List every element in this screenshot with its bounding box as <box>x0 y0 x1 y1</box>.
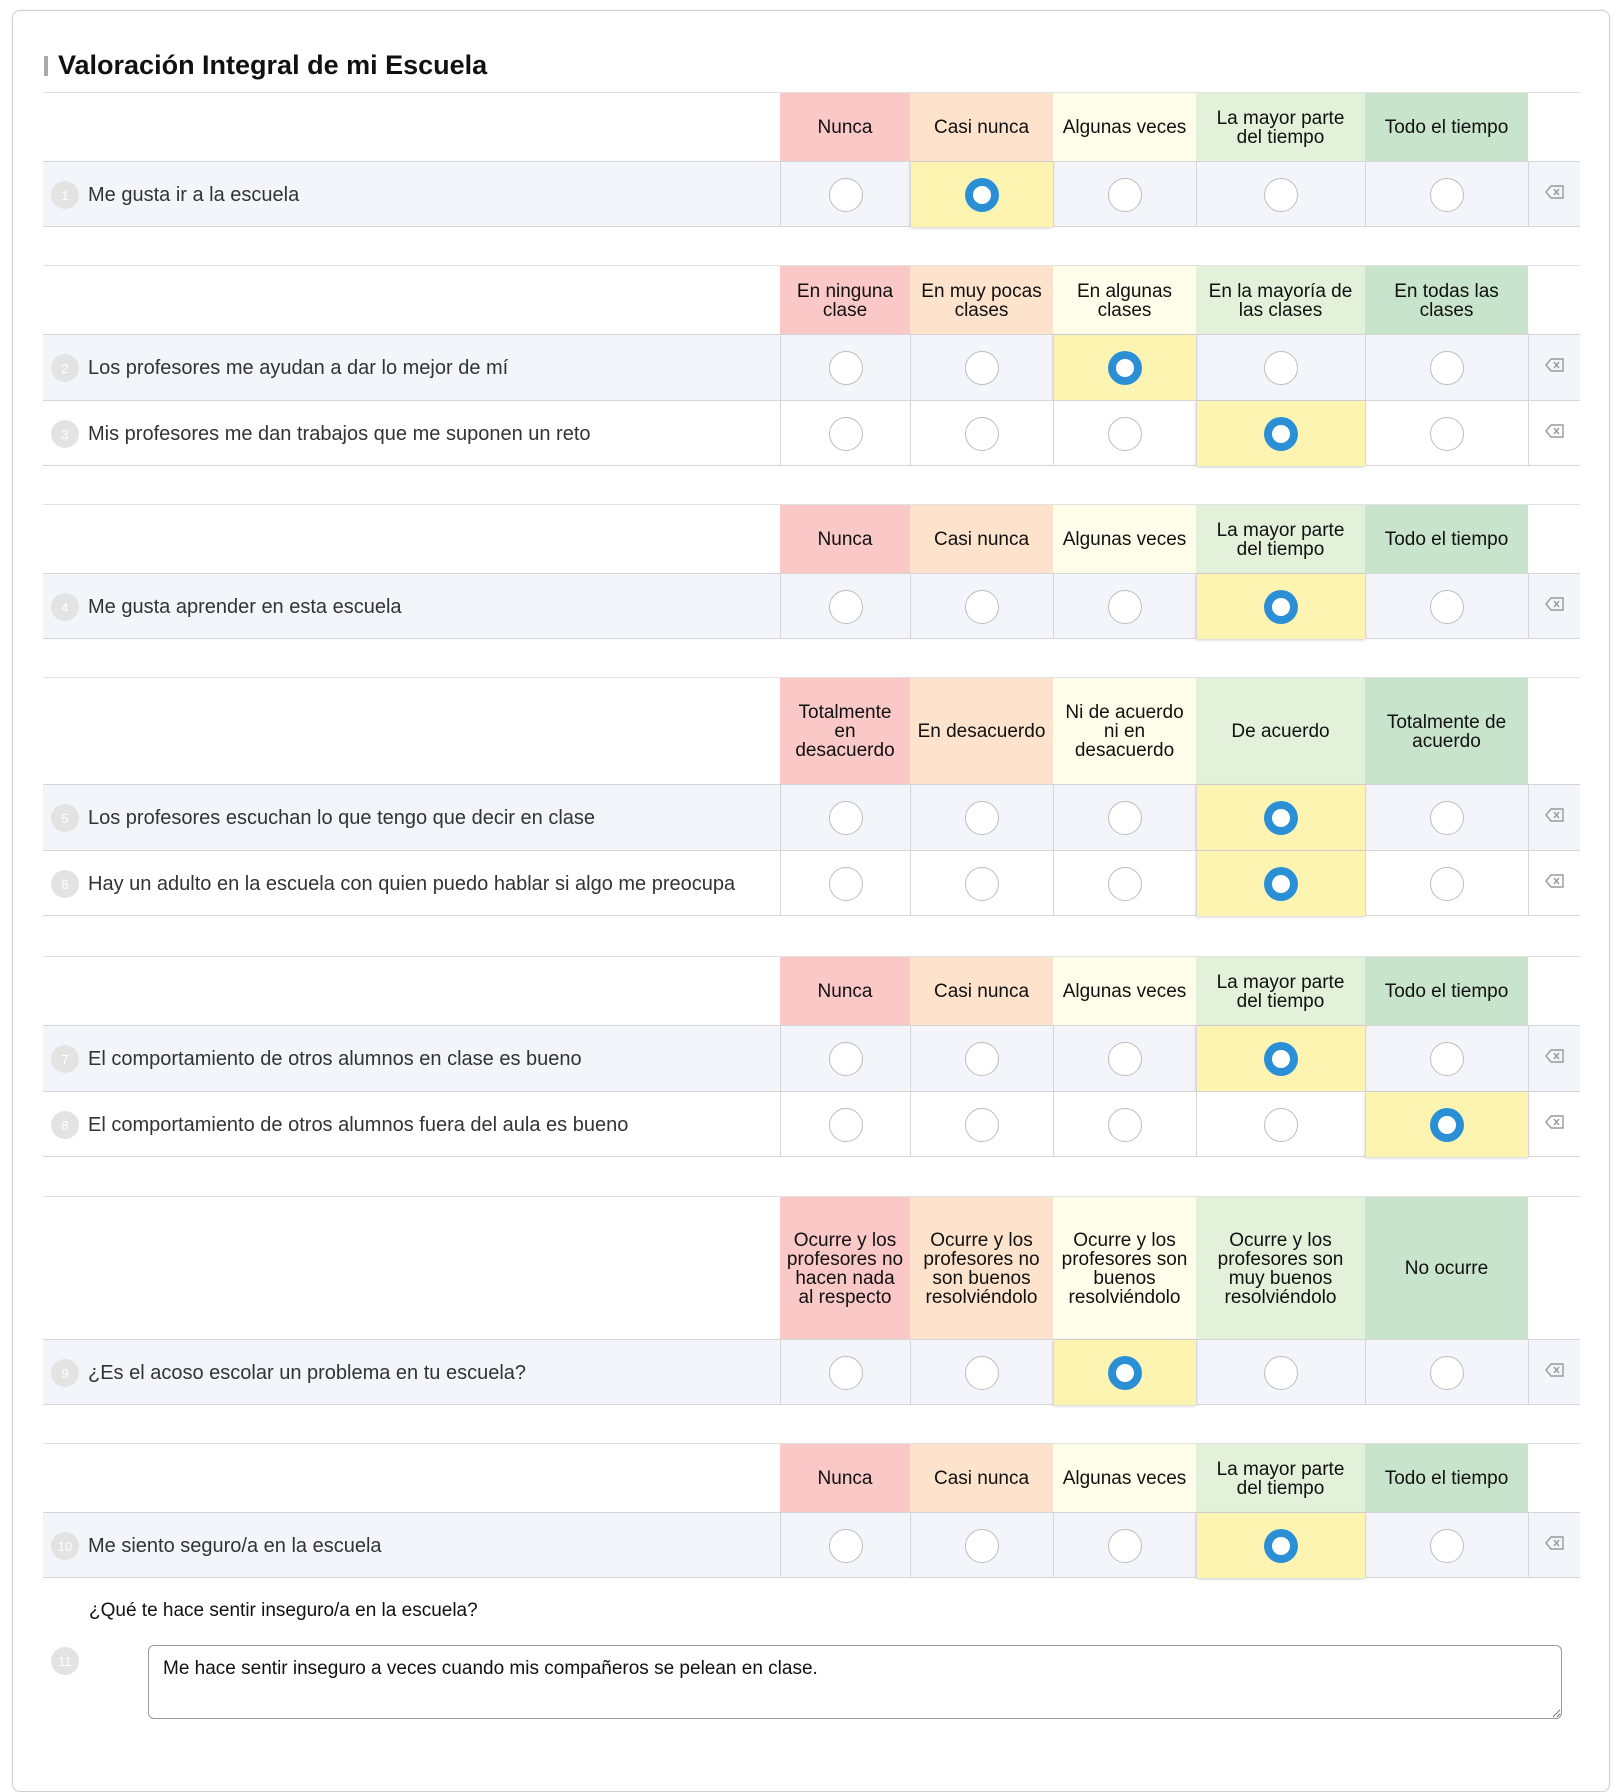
radio-option[interactable] <box>1430 590 1464 624</box>
answer-cell[interactable] <box>780 1513 910 1578</box>
radio-option[interactable] <box>829 178 863 212</box>
radio-option[interactable] <box>829 590 863 624</box>
answer-cell[interactable] <box>1053 574 1196 639</box>
radio-selected[interactable] <box>1264 1042 1298 1076</box>
question-group <box>43 956 1580 1159</box>
question-number-badge: 7 <box>51 1045 79 1073</box>
clear-answer-button[interactable] <box>1528 574 1580 639</box>
radio-option[interactable] <box>1430 417 1464 451</box>
radio-selected[interactable] <box>1108 351 1142 385</box>
answer-cell[interactable] <box>1196 785 1365 850</box>
scale-option-header: Todo el tiempo <box>1365 957 1528 1026</box>
question-group <box>43 1196 1580 1407</box>
answer-cell[interactable] <box>780 1026 910 1091</box>
answer-cell[interactable] <box>780 335 910 400</box>
answer-cell[interactable] <box>1053 401 1196 466</box>
scale-option-header: La mayor parte del tiempo <box>1196 93 1365 162</box>
answer-cell[interactable] <box>780 851 910 916</box>
answer-cell[interactable] <box>1053 1513 1196 1578</box>
answer-cell[interactable] <box>1196 1026 1365 1091</box>
radio-option[interactable] <box>1264 1356 1298 1390</box>
question-text: Hay un adulto en la escuela con quien puedo hablar si algo me preocupa <box>88 872 736 895</box>
scale-option-header: Nunca <box>780 1444 910 1513</box>
question-text: Me siento seguro/a en la escuela <box>88 1534 382 1557</box>
radio-option[interactable] <box>829 417 863 451</box>
scale-option-header: Ocurre y los profesores son buenos resolviéndolo <box>1053 1197 1196 1340</box>
backspace-clear-icon <box>1545 358 1565 377</box>
scale-option-header: Todo el tiempo <box>1365 93 1528 162</box>
question-text: ¿Es el acoso escolar un problema en tu escuela? <box>88 1361 527 1384</box>
backspace-clear-icon <box>1545 424 1565 443</box>
scale-option-header: Algunas veces <box>1053 957 1196 1026</box>
scale-option-header: Algunas veces <box>1053 1444 1196 1513</box>
question-number-badge: 9 <box>51 1359 79 1387</box>
answer-cell[interactable] <box>910 335 1053 400</box>
question-text: Los profesores escuchan lo que tengo que decir en clase <box>88 806 596 829</box>
scale-option-header: Casi nunca <box>910 505 1053 574</box>
scale-option-header: Ni de acuerdo ni en desacuerdo <box>1053 678 1196 785</box>
answer-cell[interactable] <box>1365 162 1528 227</box>
scale-option-header: La mayor parte del tiempo <box>1196 505 1365 574</box>
scale-option-header: La mayor parte del tiempo <box>1196 957 1365 1026</box>
question-row <box>43 850 1580 916</box>
answer-cell[interactable] <box>1365 1340 1528 1405</box>
clear-answer-button[interactable] <box>1528 401 1580 466</box>
radio-option[interactable] <box>1108 867 1142 901</box>
answer-cell[interactable] <box>1196 335 1365 400</box>
backspace-clear-icon <box>1545 1536 1565 1555</box>
radio-selected[interactable] <box>1264 867 1298 901</box>
scale-header <box>43 677 1580 785</box>
question-text: Los profesores me ayudan a dar lo mejor de mí <box>88 356 509 379</box>
backspace-clear-icon <box>1545 1049 1565 1068</box>
question-number-badge: 3 <box>51 420 79 448</box>
radio-option[interactable] <box>1108 417 1142 451</box>
answer-cell[interactable] <box>1365 1026 1528 1091</box>
radio-selected[interactable] <box>1264 417 1298 451</box>
question-number-badge: 10 <box>51 1532 79 1560</box>
page-title-text: Valoración Integral de mi Escuela <box>58 50 488 80</box>
backspace-clear-icon <box>1545 185 1565 204</box>
radio-option[interactable] <box>1108 1042 1142 1076</box>
scale-header <box>43 1443 1580 1513</box>
scale-option-header: Todo el tiempo <box>1365 505 1528 574</box>
question-number-badge: 8 <box>51 1111 79 1139</box>
radio-option[interactable] <box>829 867 863 901</box>
open-answer-textarea[interactable] <box>148 1645 1562 1719</box>
radio-option[interactable] <box>965 801 999 835</box>
radio-selected[interactable] <box>1264 590 1298 624</box>
radio-option[interactable] <box>965 1108 999 1142</box>
radio-option[interactable] <box>1430 178 1464 212</box>
answer-cell[interactable] <box>780 785 910 850</box>
radio-option[interactable] <box>829 1042 863 1076</box>
scale-header <box>43 1196 1580 1340</box>
radio-option[interactable] <box>965 867 999 901</box>
radio-option[interactable] <box>1430 1356 1464 1390</box>
clear-answer-button[interactable] <box>1528 162 1580 227</box>
answer-cell[interactable] <box>910 851 1053 916</box>
scale-option-header: Todo el tiempo <box>1365 1444 1528 1513</box>
scale-option-header: En desacuerdo <box>910 678 1053 785</box>
question-number-badge: 5 <box>51 804 79 832</box>
answer-cell[interactable] <box>1196 162 1365 227</box>
radio-selected[interactable] <box>965 178 999 212</box>
answer-cell[interactable] <box>1365 335 1528 400</box>
question-number-badge: 4 <box>51 593 79 621</box>
scale-option-header: En todas las clases <box>1365 266 1528 335</box>
answer-cell[interactable] <box>1365 1092 1528 1157</box>
answer-cell[interactable] <box>1053 851 1196 916</box>
clear-answer-button[interactable] <box>1528 1026 1580 1091</box>
question-row <box>43 400 1580 466</box>
answer-cell[interactable] <box>1365 401 1528 466</box>
radio-option[interactable] <box>829 1108 863 1142</box>
radio-option[interactable] <box>965 590 999 624</box>
answer-cell[interactable] <box>1196 401 1365 466</box>
scale-option-header: Ocurre y los profesores son muy buenos resolviéndolo <box>1196 1197 1365 1340</box>
radio-option[interactable] <box>1108 178 1142 212</box>
question-group <box>43 92 1580 229</box>
answer-cell[interactable] <box>910 1340 1053 1405</box>
answer-cell[interactable] <box>780 1092 910 1157</box>
radio-option[interactable] <box>1108 1529 1142 1563</box>
answer-cell[interactable] <box>910 162 1053 227</box>
question-row <box>43 784 1580 850</box>
question-row <box>43 1512 1580 1578</box>
question-text: El comportamiento de otros alumnos en clase es bueno <box>88 1047 582 1070</box>
scale-option-header: Algunas veces <box>1053 505 1196 574</box>
answer-cell[interactable] <box>780 162 910 227</box>
scale-option-header: Nunca <box>780 957 910 1026</box>
answer-cell[interactable] <box>1053 1026 1196 1091</box>
radio-option[interactable] <box>1264 351 1298 385</box>
answer-cell[interactable] <box>1053 335 1196 400</box>
radio-option[interactable] <box>1264 1108 1298 1142</box>
radio-option[interactable] <box>1430 351 1464 385</box>
scale-option-header: La mayor parte del tiempo <box>1196 1444 1365 1513</box>
question-row <box>43 1339 1580 1405</box>
scale-option-header: No ocurre <box>1365 1197 1528 1340</box>
radio-option[interactable] <box>1108 590 1142 624</box>
scale-option-header: Casi nunca <box>910 93 1053 162</box>
backspace-clear-icon <box>1545 874 1565 893</box>
clear-answer-button[interactable] <box>1528 851 1580 916</box>
scale-option-header: En muy pocas clases <box>910 266 1053 335</box>
backspace-clear-icon <box>1545 597 1565 616</box>
answer-cell[interactable] <box>1196 1340 1365 1405</box>
answer-cell[interactable] <box>910 401 1053 466</box>
radio-option[interactable] <box>829 801 863 835</box>
scale-option-header: Casi nunca <box>910 1444 1053 1513</box>
answer-cell[interactable] <box>1196 851 1365 916</box>
answer-cell[interactable] <box>910 785 1053 850</box>
scale-header <box>43 265 1580 335</box>
scale-option-header: De acuerdo <box>1196 678 1365 785</box>
radio-selected[interactable] <box>1430 1108 1464 1142</box>
answer-cell[interactable] <box>1365 851 1528 916</box>
backspace-clear-icon <box>1545 1115 1565 1134</box>
scale-header <box>43 956 1580 1026</box>
answer-cell[interactable] <box>1053 1092 1196 1157</box>
radio-option[interactable] <box>1430 1042 1464 1076</box>
radio-option[interactable] <box>1264 178 1298 212</box>
answer-cell[interactable] <box>1196 574 1365 639</box>
radio-option[interactable] <box>1108 1108 1142 1142</box>
answer-cell[interactable] <box>1365 785 1528 850</box>
answer-cell[interactable] <box>1365 1513 1528 1578</box>
answer-cell[interactable] <box>1196 1513 1365 1578</box>
answer-cell[interactable] <box>1053 162 1196 227</box>
question-number-badge: 11 <box>51 1647 79 1675</box>
scale-option-header: En algunas clases <box>1053 266 1196 335</box>
question-row <box>43 334 1580 400</box>
scale-option-header: En ninguna clase <box>780 266 910 335</box>
question-row <box>43 573 1580 639</box>
clear-answer-button[interactable] <box>1528 335 1580 400</box>
answer-cell[interactable] <box>780 574 910 639</box>
radio-option[interactable] <box>965 1042 999 1076</box>
radio-option[interactable] <box>829 1356 863 1390</box>
question-number-badge: 2 <box>51 354 79 382</box>
radio-option[interactable] <box>1430 1529 1464 1563</box>
answer-cell[interactable] <box>780 401 910 466</box>
radio-selected[interactable] <box>1108 1356 1142 1390</box>
backspace-clear-icon <box>1545 808 1565 827</box>
radio-option[interactable] <box>965 351 999 385</box>
question-group <box>43 677 1580 918</box>
scale-option-header: Totalmente en desacuerdo <box>780 678 910 785</box>
answer-cell[interactable] <box>910 1513 1053 1578</box>
radio-option[interactable] <box>1430 867 1464 901</box>
answer-cell[interactable] <box>910 1092 1053 1157</box>
scale-option-header: Nunca <box>780 505 910 574</box>
question-row <box>43 1025 1580 1091</box>
answer-cell[interactable] <box>910 574 1053 639</box>
radio-option[interactable] <box>1430 801 1464 835</box>
radio-selected[interactable] <box>1264 1529 1298 1563</box>
answer-cell[interactable] <box>1196 1092 1365 1157</box>
radio-selected[interactable] <box>1264 801 1298 835</box>
question-text: Me gusta aprender en esta escuela <box>88 595 402 618</box>
scale-header <box>43 504 1580 574</box>
open-question-label: ¿Qué te hace sentir inseguro/a en la escuela? <box>89 1600 478 1621</box>
question-text: Mis profesores me dan trabajos que me suponen un reto <box>88 422 591 445</box>
answer-cell[interactable] <box>1365 574 1528 639</box>
question-group <box>43 265 1580 468</box>
answer-cell[interactable] <box>910 1026 1053 1091</box>
radio-option[interactable] <box>965 1356 999 1390</box>
radio-option[interactable] <box>829 1529 863 1563</box>
answer-cell[interactable] <box>780 1340 910 1405</box>
question-text: El comportamiento de otros alumnos fuera del aula es bueno <box>88 1113 629 1136</box>
scale-option-header: Algunas veces <box>1053 93 1196 162</box>
question-text: Me gusta ir a la escuela <box>88 183 300 206</box>
radio-option[interactable] <box>1108 801 1142 835</box>
radio-option[interactable] <box>965 417 999 451</box>
clear-answer-button[interactable] <box>1528 785 1580 850</box>
clear-answer-button[interactable] <box>1528 1092 1580 1157</box>
scale-option-header: Casi nunca <box>910 957 1053 1026</box>
radio-option[interactable] <box>965 1529 999 1563</box>
question-row <box>43 161 1580 227</box>
backspace-clear-icon <box>1545 1363 1565 1382</box>
question-number-badge: 6 <box>51 870 79 898</box>
clear-answer-button[interactable] <box>1528 1340 1580 1405</box>
question-row <box>43 1091 1580 1157</box>
scale-option-header: Totalmente de acuerdo <box>1365 678 1528 785</box>
question-group <box>43 1443 1580 1580</box>
answer-cell[interactable] <box>1053 1340 1196 1405</box>
scale-option-header: Ocurre y los profesores no hacen nada al respecto <box>780 1197 910 1340</box>
radio-option[interactable] <box>829 351 863 385</box>
clear-answer-button[interactable] <box>1528 1513 1580 1578</box>
answer-cell[interactable] <box>1053 785 1196 850</box>
question-group <box>43 504 1580 641</box>
question-number-badge: 1 <box>51 181 79 209</box>
scale-option-header: Nunca <box>780 93 910 162</box>
scale-option-header: En la mayoría de las clases <box>1196 266 1365 335</box>
scale-header <box>43 92 1580 162</box>
scale-option-header: Ocurre y los profesores no son buenos resolviéndolo <box>910 1197 1053 1340</box>
